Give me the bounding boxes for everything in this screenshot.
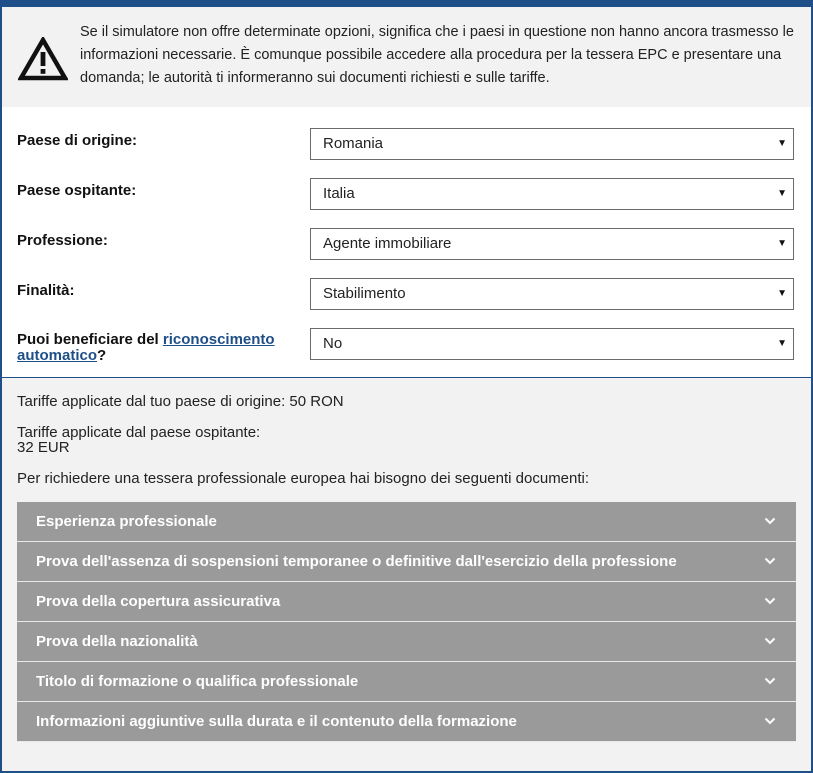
host-value: Italia bbox=[323, 185, 355, 202]
chevron-down-icon bbox=[764, 515, 776, 527]
accordion-item-label: Titolo di formazione o qualifica professionale bbox=[36, 673, 359, 690]
profession-label: Professione: bbox=[17, 232, 108, 249]
warning-icon bbox=[18, 37, 68, 81]
purpose-select[interactable] bbox=[310, 278, 794, 310]
accordion-item[interactable] bbox=[17, 702, 796, 742]
purpose-label: Finalità: bbox=[17, 282, 75, 299]
documents-intro: Per richiedere una tessera professionale europea hai bisogno dei seguenti documenti: bbox=[17, 470, 590, 487]
origin-fees: Tariffe applicate dal tuo paese di origine: 50 RON bbox=[17, 393, 344, 410]
origin-value: Romania bbox=[323, 135, 384, 152]
dropdown-caret-icon: ▼ bbox=[777, 288, 787, 299]
documents-accordion bbox=[17, 502, 796, 742]
host-fees-label: Tariffe applicate dal paese ospitante: bbox=[17, 424, 261, 441]
dropdown-caret-icon: ▼ bbox=[777, 138, 787, 149]
dropdown-caret-icon: ▼ bbox=[777, 338, 787, 349]
dropdown-caret-icon: ▼ bbox=[777, 238, 787, 249]
chevron-down-icon bbox=[764, 715, 776, 727]
host-fees-value: 32 EUR bbox=[17, 439, 70, 456]
chevron-down-icon bbox=[764, 635, 776, 647]
purpose-value: Stabilimento bbox=[323, 285, 406, 302]
recognition-value: No bbox=[323, 335, 343, 352]
chevron-down-icon bbox=[764, 595, 776, 607]
accordion-item-label: Informazioni aggiuntive sulla durata e il contenuto della formazione bbox=[36, 713, 517, 730]
accordion-item[interactable] bbox=[17, 662, 796, 702]
dropdown-caret-icon: ▼ bbox=[777, 188, 787, 199]
accordion-item[interactable] bbox=[17, 502, 796, 542]
host-label: Paese ospitante: bbox=[17, 182, 137, 199]
accordion-item-label: Prova della nazionalità bbox=[36, 633, 198, 650]
recognition-label-prefix: Puoi beneficiare del bbox=[17, 331, 163, 348]
profession-value: Agente immobiliare bbox=[323, 235, 452, 252]
accordion-item[interactable] bbox=[17, 542, 796, 582]
accordion-item[interactable] bbox=[17, 582, 796, 622]
accordion-item[interactable] bbox=[17, 622, 796, 662]
recognition-select[interactable] bbox=[310, 328, 794, 360]
accordion-item-label: Esperienza professionale bbox=[36, 513, 217, 530]
profession-select[interactable] bbox=[310, 228, 794, 260]
accordion-item-label: Prova dell'assenza di sospensioni temporanee o definitive dall'esercizio della professione bbox=[36, 553, 677, 570]
recognition-link[interactable]: riconoscimento automatico bbox=[17, 331, 275, 364]
recognition-label bbox=[17, 332, 292, 364]
accordion-item-label: Prova della copertura assicurativa bbox=[36, 593, 281, 610]
chevron-down-icon bbox=[764, 675, 776, 687]
results-panel bbox=[2, 378, 811, 771]
recognition-label-suffix: ? bbox=[97, 347, 107, 364]
chevron-down-icon bbox=[764, 555, 776, 567]
origin-label: Paese di origine: bbox=[17, 132, 138, 149]
notice-box bbox=[2, 7, 811, 107]
origin-select[interactable] bbox=[310, 128, 794, 160]
notice-text: Se il simulatore non offre determinate opzioni, significa che i paesi in questione non hanno ancora trasmesso le informazioni necessarie. È comunque possibile accedere alla procedura per la tessera EPC e presentare una domanda; le autorità ti informeranno sui documenti richiesti e sulle tariffe. bbox=[80, 24, 794, 86]
host-select[interactable] bbox=[310, 178, 794, 210]
